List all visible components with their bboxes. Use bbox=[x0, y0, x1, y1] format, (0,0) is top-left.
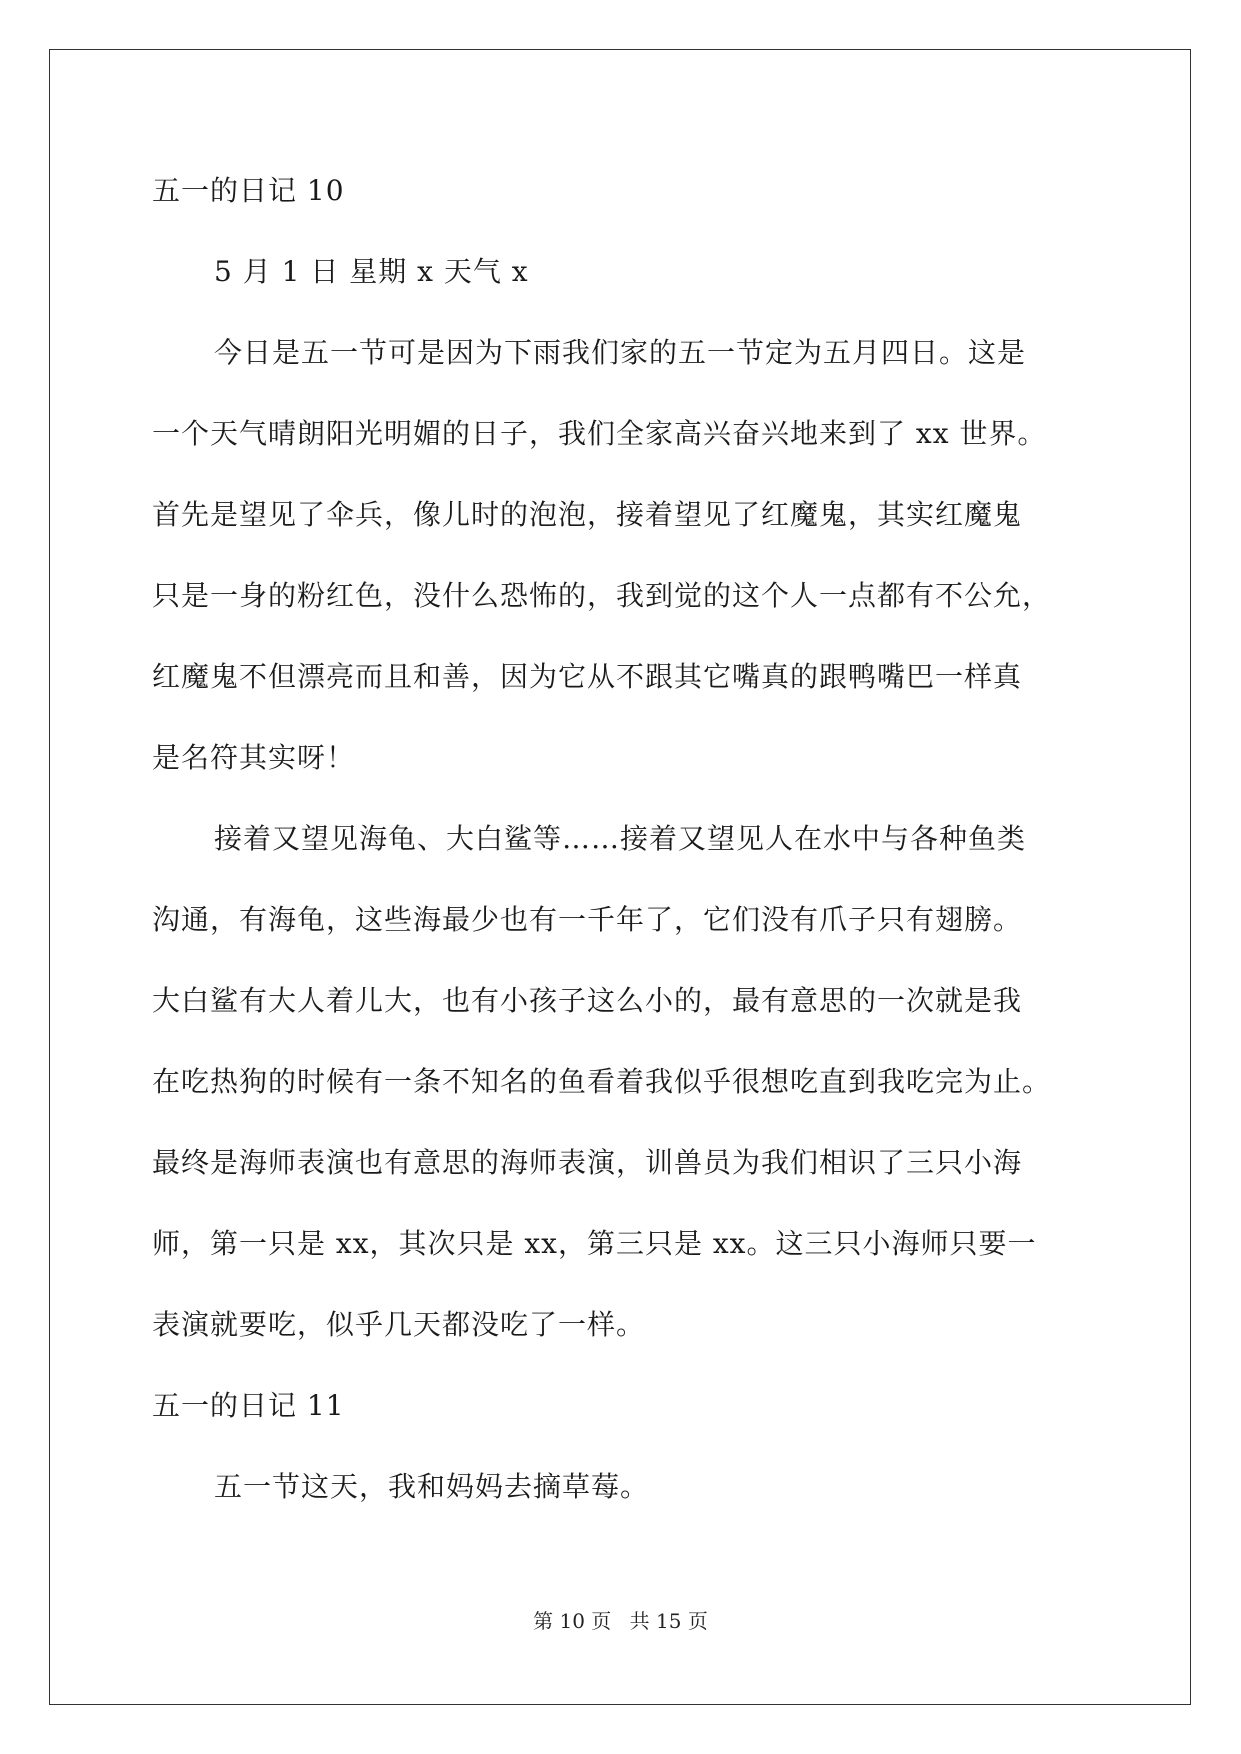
diary11-paragraph-1 bbox=[152, 1446, 1092, 1527]
diary10-date-line: 5 月 1 日 星期 x 天气 x bbox=[214, 255, 529, 288]
paragraph-line: 是名符其实呀！ bbox=[152, 741, 356, 774]
page-footer bbox=[0, 1607, 1241, 1635]
paragraph-line: 接着又望见海龟、大白鲨等……接着又望见人在水中与各种鱼类 bbox=[214, 822, 1027, 855]
diary10-title: 五一的日记 10 bbox=[152, 174, 345, 207]
paragraph-line: 五一节这天，我和妈妈去摘草莓。 bbox=[214, 1470, 650, 1503]
page-number-current: 第 10 页 bbox=[533, 1609, 612, 1633]
paragraph-line: 一个天气晴朗阳光明媚的日子，我们全家高兴奋兴地来到了 xx 世界。 bbox=[152, 417, 1047, 450]
paragraph-line: 红魔鬼不但漂亮而且和善，因为它从不跟其它嘴真的跟鸭嘴巴一样真 bbox=[152, 660, 1023, 693]
paragraph-line: 首先是望见了伞兵，像儿时的泡泡，接着望见了红魔鬼，其实红魔鬼 bbox=[152, 498, 1023, 531]
paragraph-line: 只是一身的粉红色，没什么恐怖的，我到觉的这个人一点都有不公允， bbox=[152, 579, 1052, 612]
diary10-paragraph-1 bbox=[152, 312, 1092, 798]
diary11-title: 五一的日记 11 bbox=[152, 1389, 345, 1422]
paragraph-line: 师，第一只是 xx，其次只是 xx，第三只是 xx。这三只小海师只要一 bbox=[152, 1227, 1037, 1260]
diary10-paragraph-2 bbox=[152, 798, 1092, 1365]
paragraph-line: 沟通，有海龟，这些海最少也有一千年了，它们没有爪子只有翅膀。 bbox=[152, 903, 1023, 936]
paragraph-line: 大白鲨有大人着儿大，也有小孩子这么小的，最有意思的一次就是我 bbox=[152, 984, 1023, 1017]
paragraph-line: 最终是海师表演也有意思的海师表演，训兽员为我们相识了三只小海 bbox=[152, 1146, 1023, 1179]
paragraph-line: 表演就要吃，似乎几天都没吃了一样。 bbox=[152, 1308, 646, 1341]
paragraph-line: 今日是五一节可是因为下雨我们家的五一节定为五月四日。这是 bbox=[214, 336, 1027, 369]
document-body bbox=[152, 150, 1092, 1527]
page-number-total: 共 15 页 bbox=[629, 1609, 708, 1633]
paragraph-line: 在吃热狗的时候有一条不知名的鱼看着我似乎很想吃直到我吃完为止。 bbox=[152, 1065, 1052, 1098]
